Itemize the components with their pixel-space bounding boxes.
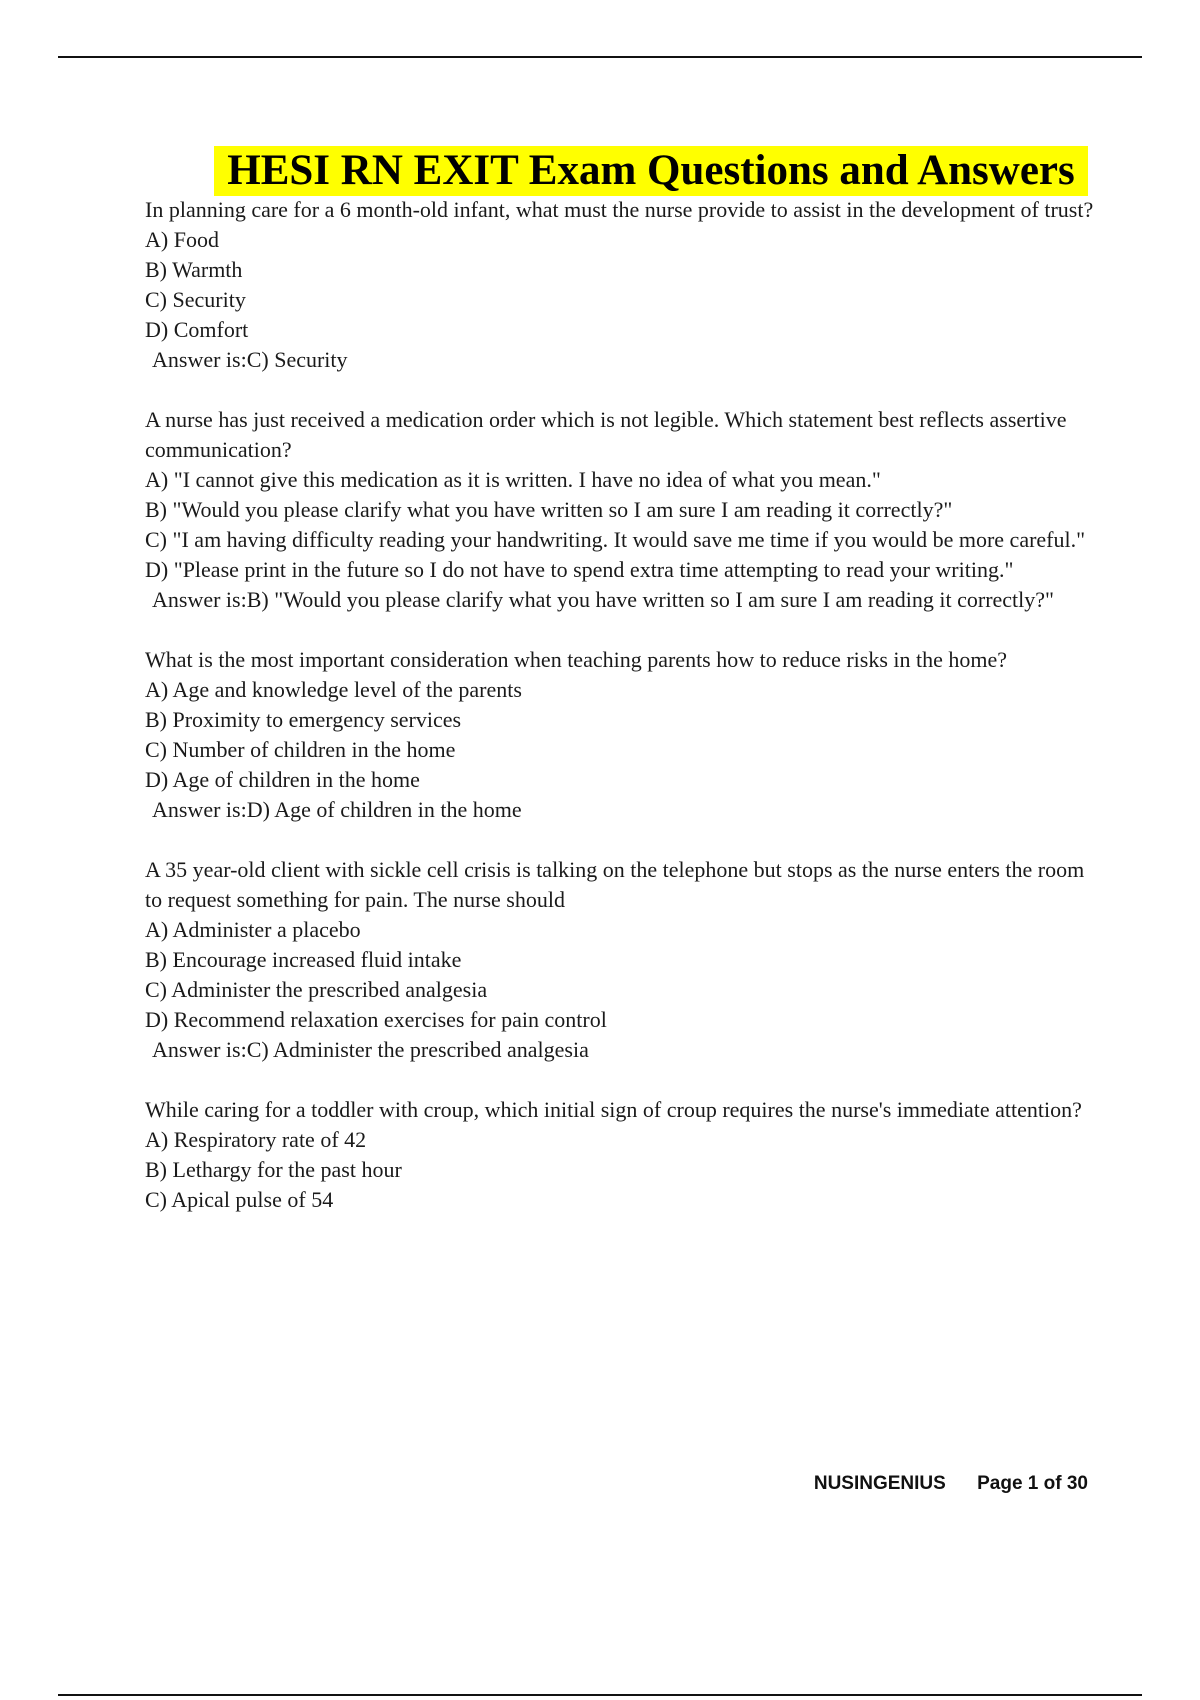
question-block [145, 855, 1095, 1065]
answer-option: B) Warmth [145, 257, 243, 282]
answer-option: C) Apical pulse of 54 [145, 1187, 334, 1212]
footer-brand: NUSINGENIUS [813, 1473, 946, 1494]
question-stem: A nurse has just received a medication order which is not legible. Which statement best reflects assertive communication? [145, 407, 1067, 462]
page-footer [814, 1473, 1088, 1495]
answer-option: C) "I am having difficulty reading your handwriting. It would save me time if you would be more careful." [145, 527, 1086, 552]
question-block [145, 645, 1095, 825]
answer-option: D) Recommend relaxation exercises for pain control [145, 1007, 607, 1032]
question-block [145, 1095, 1095, 1215]
answer-option: D) Age of children in the home [145, 767, 420, 792]
answer-option: B) Proximity to emergency services [145, 707, 462, 732]
correct-answer: Answer is:D) Age of children in the home [152, 797, 522, 822]
footer-rule [58, 1694, 1142, 1696]
page-number: Page 1 of 30 [977, 1473, 1088, 1494]
answer-option: A) "I cannot give this medication as it is written. I have no idea of what you mean." [145, 467, 881, 492]
answer-option: D) Comfort [145, 317, 249, 342]
correct-answer: Answer is:B) "Would you please clarify what you have written so I am sure I am reading it correctly?" [152, 587, 1055, 612]
answer-option: B) "Would you please clarify what you have written so I am sure I am reading it correctly?" [145, 497, 953, 522]
correct-answer: Answer is:C) Security [152, 347, 348, 372]
answer-option: C) Number of children in the home [145, 737, 456, 762]
answer-option: B) Lethargy for the past hour [145, 1157, 402, 1182]
answer-option: A) Administer a placebo [145, 917, 361, 942]
question-list [145, 195, 1095, 1215]
answer-option: A) Respiratory rate of 42 [145, 1127, 367, 1152]
answer-option: B) Encourage increased fluid intake [145, 947, 462, 972]
question-block [145, 405, 1095, 615]
question-stem: A 35 year-old client with sickle cell crisis is talking on the telephone but stops as the nurse enters the room to request something for pain. The nurse should [145, 857, 1085, 912]
answer-option: D) "Please print in the future so I do not have to spend extra time attempting to read your writing." [145, 557, 1014, 582]
answer-option: A) Age and knowledge level of the parents [145, 677, 522, 702]
question-stem: In planning care for a 6 month-old infant, what must the nurse provide to assist in the development of trust? [145, 197, 1094, 222]
answer-option: C) Administer the prescribed analgesia [145, 977, 488, 1002]
question-stem: What is the most important consideration when teaching parents how to reduce risks in the home? [145, 647, 1008, 672]
header-rule [58, 56, 1142, 58]
answer-option: A) Food [145, 227, 219, 252]
document-title: HESI RN EXIT Exam Questions and Answers [214, 146, 1088, 196]
answer-option: C) Security [145, 287, 246, 312]
question-stem: While caring for a toddler with croup, which initial sign of croup requires the nurse's immediate attention? [145, 1097, 1082, 1122]
question-block [145, 195, 1095, 375]
correct-answer: Answer is:C) Administer the prescribed analgesia [152, 1037, 589, 1062]
